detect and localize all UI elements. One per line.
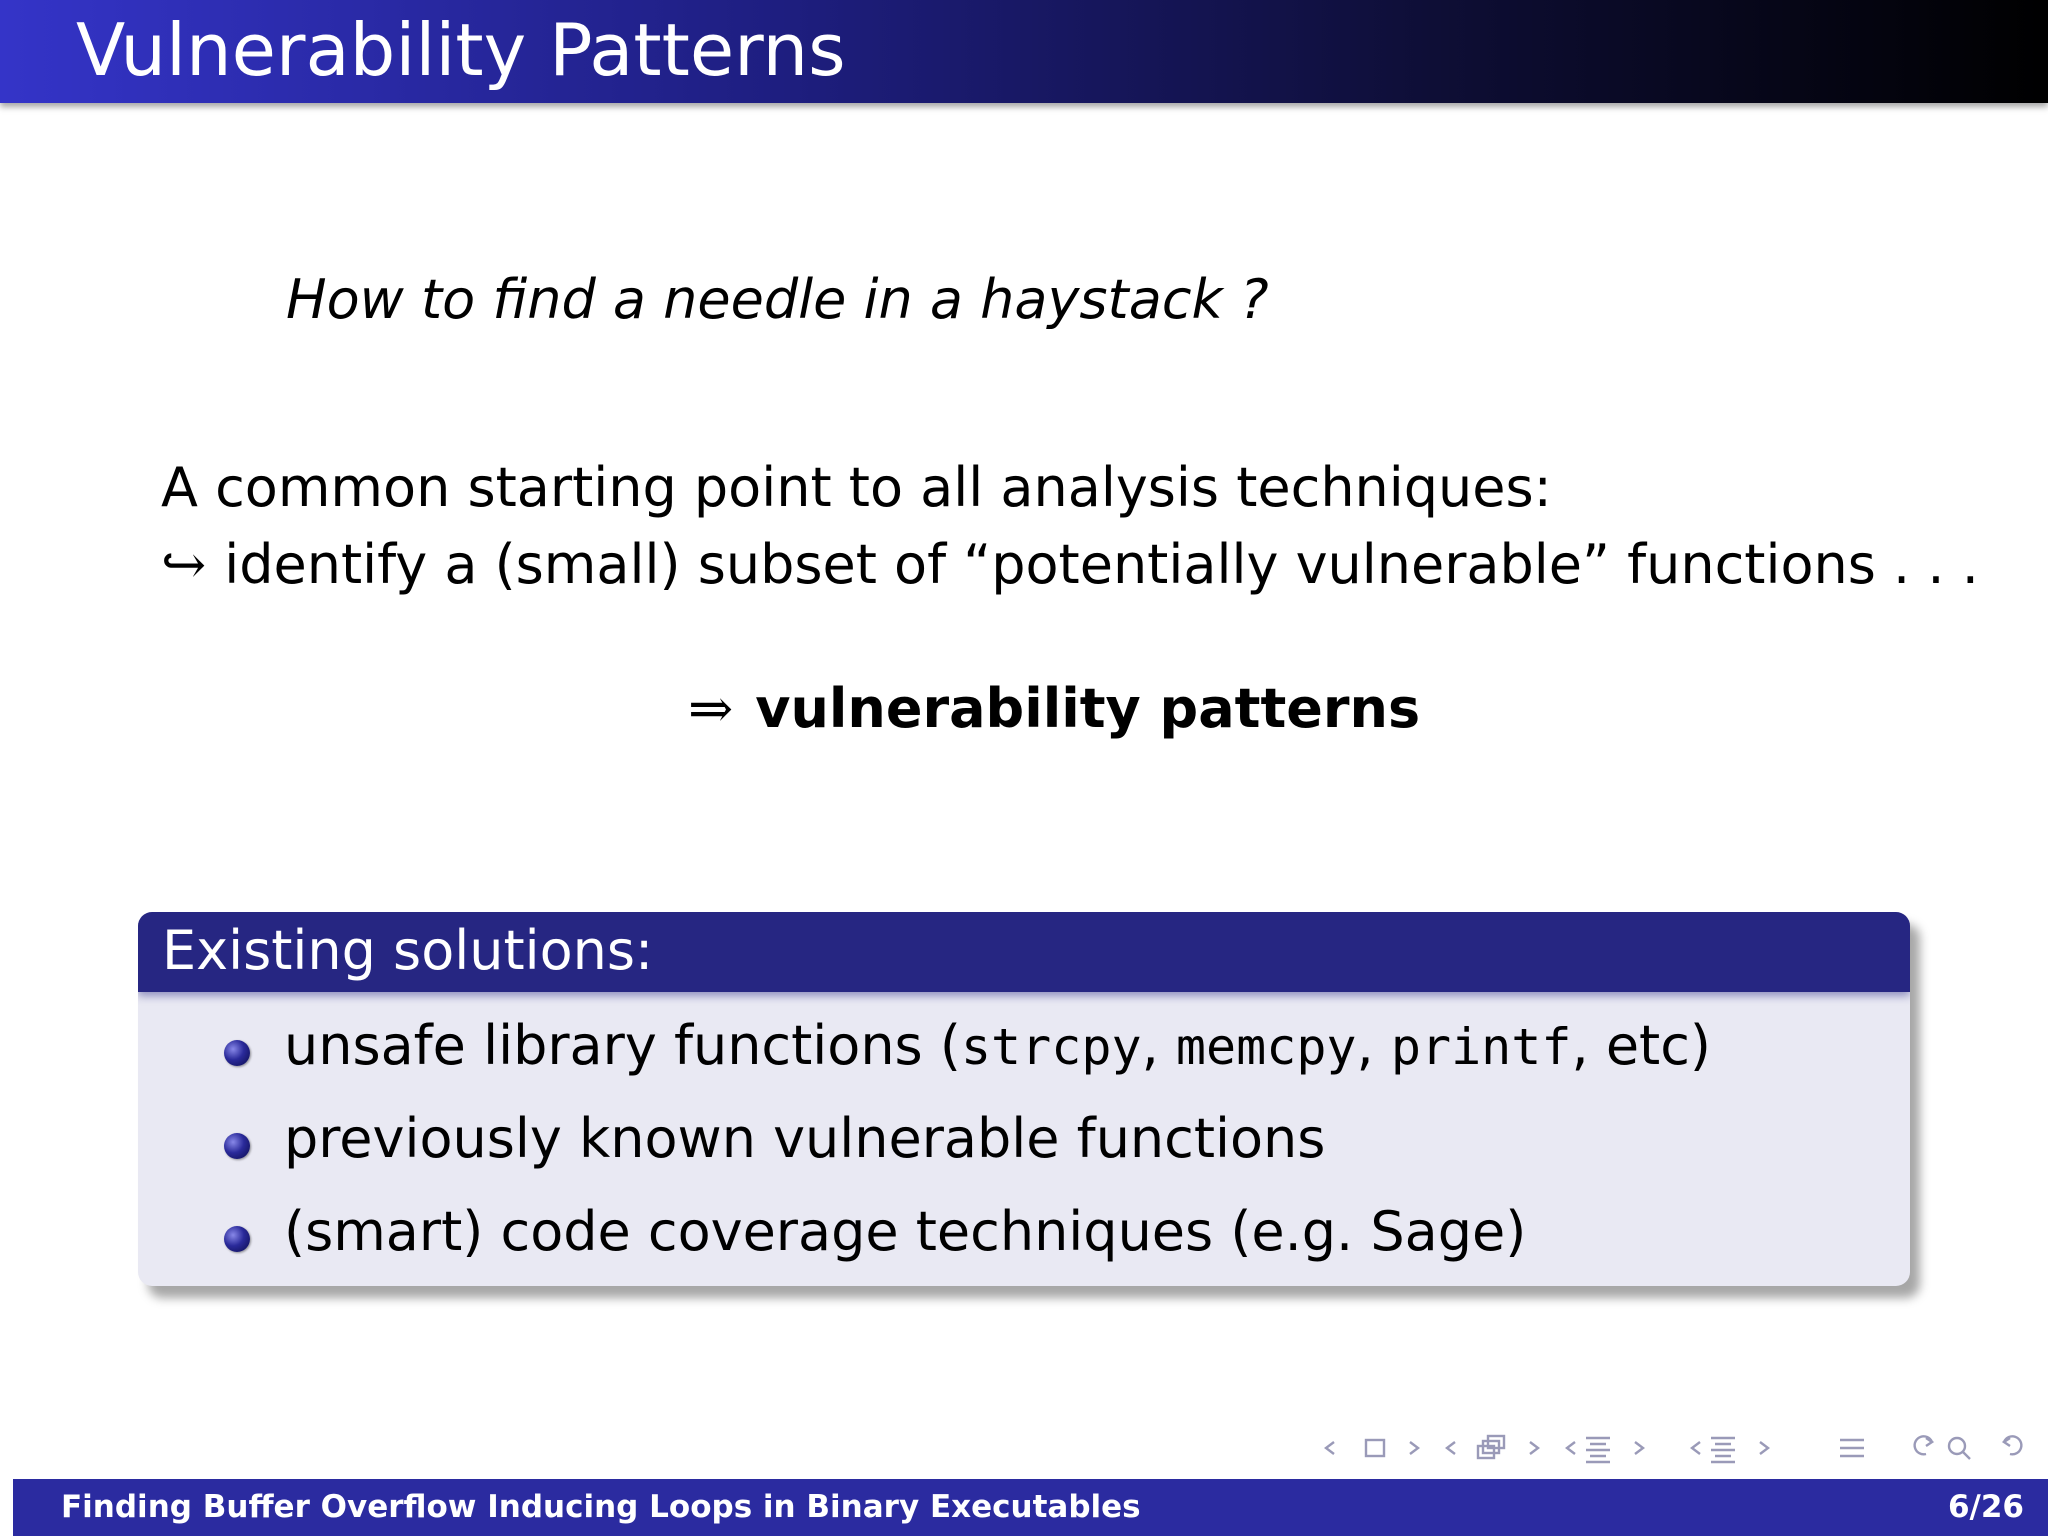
conclusion-text: vulnerability patterns <box>755 677 1421 740</box>
footer-title: Finding Buffer Overflow Inducing Loops in Binary Executables <box>61 1489 1141 1525</box>
nav-subsection-next-icon[interactable] <box>1530 1442 1538 1454</box>
nav-frame-next-icon[interactable] <box>1410 1442 1418 1454</box>
nav-section-next-icon[interactable] <box>1635 1442 1643 1454</box>
item-sep: , <box>1141 1014 1176 1077</box>
slide-title: Vulnerability Patterns <box>76 8 846 92</box>
item-text-pre: unsafe library functions ( <box>284 1014 961 1077</box>
conclusion-line <box>688 677 1420 740</box>
bullet-icon <box>224 1040 250 1066</box>
nav-subsection-icon[interactable] <box>1478 1436 1504 1458</box>
block-title: Existing solutions: <box>162 919 654 982</box>
nav-section-icon[interactable] <box>1586 1438 1610 1462</box>
nav-toc-next-icon[interactable] <box>1760 1442 1768 1454</box>
slide-footer <box>13 1479 2048 1536</box>
undo-icon[interactable] <box>1915 1436 1932 1454</box>
intro-line: A common starting point to all analysis techniques: <box>161 456 1552 519</box>
code-printf: printf <box>1390 1018 1572 1076</box>
item-sep: , <box>1356 1014 1391 1077</box>
nav-subsection-prev-icon[interactable] <box>1447 1442 1455 1454</box>
existing-solutions-block <box>138 912 1910 1286</box>
question-text: How to find a needle in a haystack ? <box>286 268 1269 331</box>
code-strcpy: strcpy <box>960 1018 1142 1076</box>
identify-text: identify a (small) subset of “potentially vulnerable” functions . . . <box>224 533 1979 596</box>
search-icon[interactable] <box>1949 1438 1970 1459</box>
bullet-icon <box>224 1226 250 1252</box>
nav-align-icon[interactable] <box>1840 1440 1864 1456</box>
implies-icon: ⇒ <box>688 677 734 740</box>
list-item-text <box>284 1014 1711 1077</box>
page-number: 6/26 <box>1947 1489 2024 1525</box>
list-item <box>138 1198 1910 1278</box>
nav-frame-icon[interactable] <box>1366 1440 1384 1456</box>
identify-line <box>161 533 1979 596</box>
navigation-bar <box>1320 1430 2040 1466</box>
list-item-text: previously known vulnerable functions <box>284 1107 1326 1170</box>
slide-header <box>0 0 2048 103</box>
code-memcpy: memcpy <box>1175 1018 1357 1076</box>
item-text-post: , etc) <box>1571 1014 1711 1077</box>
nav-toc-icon[interactable] <box>1711 1438 1735 1462</box>
nav-frame-prev-icon[interactable] <box>1326 1442 1334 1454</box>
bullet-icon <box>224 1133 250 1159</box>
list-item <box>138 1105 1910 1185</box>
list-item <box>138 1012 1910 1092</box>
list-item-text: (smart) code coverage techniques (e.g. Sage) <box>284 1200 1527 1263</box>
redo-icon[interactable] <box>2004 1436 2021 1454</box>
nav-section-prev-icon[interactable] <box>1567 1442 1575 1454</box>
nav-toc-prev-icon[interactable] <box>1692 1442 1700 1454</box>
block-header <box>138 912 1910 992</box>
hook-arrow-icon: ↪ <box>161 533 207 596</box>
